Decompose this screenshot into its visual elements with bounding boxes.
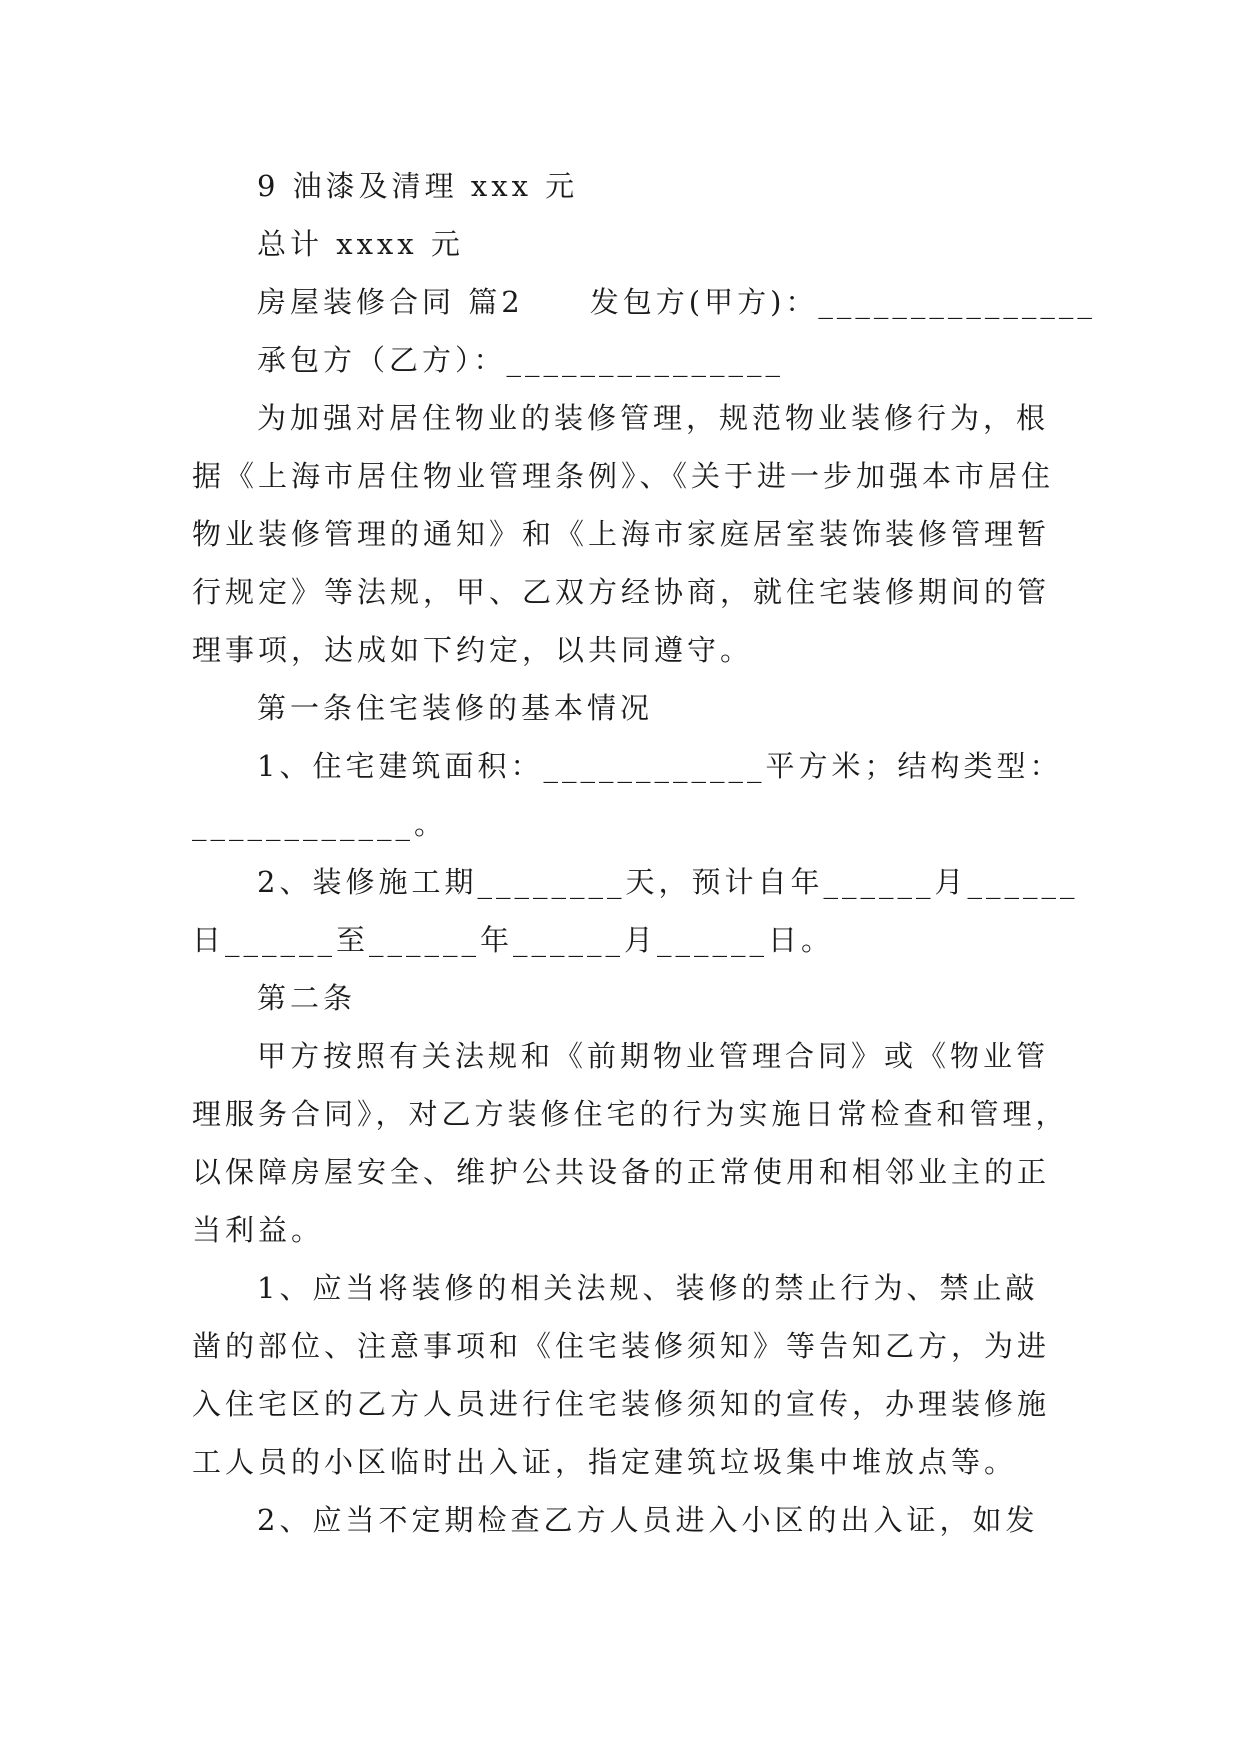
paragraph-line: 工人员的小区临时出入证，指定建筑垃圾集中堆放点等。 (192, 1445, 1018, 1479)
paragraph-line: 以保障房屋安全、维护公共设备的正常使用和相邻业主的正 (192, 1155, 1051, 1189)
paragraph-line: 1、住宅建筑面积：____________平方米；结构类型： (257, 749, 1063, 783)
paragraph-line: 2、装修施工期________天，预计自年______月______ (257, 865, 1079, 899)
paragraph-line: 当利益。 (192, 1213, 325, 1247)
article-heading: 第二条 (257, 981, 357, 1015)
paragraph-line: 理服务合同》，对乙方装修住宅的行为实施日常检查和管理， (192, 1097, 1069, 1131)
paragraph-line: 物业装修管理的通知》和《上海市家庭居室装饰装修管理暂 (192, 517, 1051, 551)
article-heading: 第一条住宅装修的基本情况 (257, 691, 654, 725)
cost-line-painting: 9 油漆及清理 xxx 元 (257, 169, 579, 203)
party-b-line: 承包方（乙方）：_______________ (257, 343, 785, 377)
paragraph-line: 入住宅区的乙方人员进行住宅装修须知的宣传，办理装修施 (192, 1387, 1051, 1421)
paragraph-line: ____________。 (192, 807, 448, 841)
paragraph-line: 凿的部位、注意事项和《住宅装修须知》等告知乙方，为进 (192, 1329, 1051, 1363)
paragraph-line: 日______至______年______月______日。 (192, 923, 835, 957)
paragraph-line: 1、应当将装修的相关法规、装修的禁止行为、禁止敲 (257, 1271, 1039, 1305)
paragraph-line: 2、应当不定期检查乙方人员进入小区的出入证，如发 (257, 1503, 1039, 1537)
paragraph-line: 据《上海市居住物业管理条例》、《关于进一步加强本市居住 (192, 459, 1055, 493)
paragraph-line: 行规定》等法规，甲、乙双方经协商，就住宅装修期间的管 (192, 575, 1051, 609)
cost-line-total: 总计 xxxx 元 (257, 227, 464, 261)
paragraph-line: 甲方按照有关法规和《前期物业管理合同》或《物业管 (257, 1039, 1050, 1073)
contract-heading-line: 房屋装修合同 篇2 发包方(甲方)：_______________ (257, 285, 1096, 319)
paragraph-line: 理事项，达成如下约定，以共同遵守。 (192, 633, 754, 667)
paragraph-line: 为加强对居住物业的装修管理，规范物业装修行为，根 (257, 401, 1050, 435)
